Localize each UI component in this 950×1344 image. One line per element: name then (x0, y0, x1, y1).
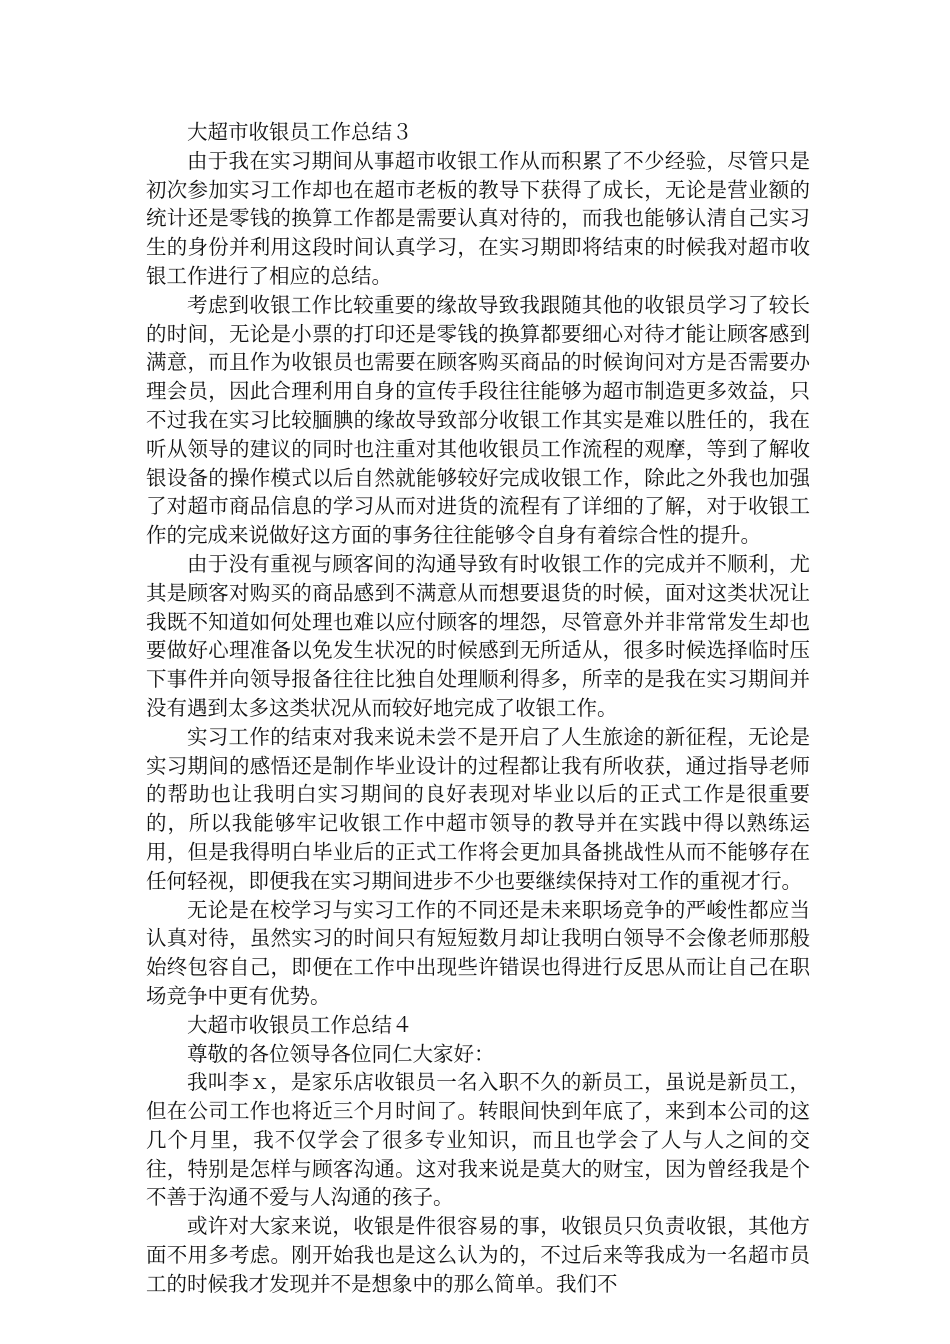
body-paragraph: 由于没有重视与顾客间的沟通导致有时收银工作的完成并不顺利，尤其是顾客对购买的商品感到不满意从而想要退货的时候，面对这类状况让我既不知道如何处理也难以应付顾客的埋怨，尽管意外并非常常发生却也要做好心理准备以免发生状况的时候感到无所适从，很多时候选择临时压下事件并向领导报备往往比独自处理顺利得多，所幸的是我在实习期间并没有遇到太多这类状况从而较好地完成了收银工作。 (146, 551, 810, 720)
salutation: 尊敬的各位领导各位同仁大家好： (187, 1041, 495, 1066)
document-body (146, 118, 810, 1299)
body-paragraph: 实习工作的结束对我来说未尝不是开启了人生旅途的新征程，无论是实习期间的感悟还是制作毕业设计的过程都让我有所收获，通过指导老师的帮助也让我明白实习期间的良好表现对毕业以后的正式工作是很重要的，所以我能够牢记收银工作中超市领导的教导并在实践中得以熟练运用，但是我得明白毕业后的正式工作将会更加具备挑战性从而不能够存在任何轻视，即便我在实习期间进步不少也要继续保持对工作的重视才行。 (146, 724, 810, 893)
section-heading: 大超市收银员工作总结４ (187, 1012, 413, 1037)
body-paragraph: 考虑到收银工作比较重要的缘故导致我跟随其他的收银员学习了较长的时间，无论是小票的打印还是零钱的换算都要细心对待才能让顾客感到满意，而且作为收银员也需要在顾客购买商品的时候询问对方是否需要办理会员，因此合理利用自身的宣传手段往往能够为超市制造更多效益，只不过我在实习比较腼腆的缘故导致部分收银工作其实是难以胜任的，我在听从领导的建议的同时也注重对其他收银员工作流程的观摩，等到了解收银设备的操作模式以后自然就能够较好完成收银工作，除此之外我也加强了对超市商品信息的学习从而对进货的流程有了详细的了解，对于收银工作的完成来说做好这方面的事务往往能够令自身有着综合性的提升。 (146, 292, 810, 548)
section-heading: 大超市收银员工作总结３ (187, 120, 413, 144)
body-paragraph: 或许对大家来说，收银是件很容易的事，收银员只负责收银，其他方面不用多考虑。刚开始我也是这么认为的，不过后来等我成为一名超市员工的时候我才发现并不是想象中的那么简单。我们不 (146, 1214, 810, 1296)
body-paragraph: 由于我在实习期间从事超市收银工作从而积累了不少经验，尽管只是初次参加实习工作却也在超市老板的教导下获得了成长，无论是营业额的统计还是零钱的换算工作都是需要认真对待的，而我也能够认清自己实习生的身份并利用这段时间认真学习，在实习期即将结束的时候我对超市收银工作进行了相应的总结。 (146, 148, 810, 288)
body-paragraph: 无论是在校学习与实习工作的不同还是未来职场竞争的严峻性都应当认真对待，虽然实习的时间只有短短数月却让我明白领导不会像老师那般始终包容自己，即便在工作中出现些许错误也得进行反思从而让自己在职场竞争中更有优势。 (146, 897, 810, 1008)
body-paragraph: 我叫李ｘ，是家乐店收银员一名入职不久的新员工，虽说是新员工，但在公司工作也将近三个月时间了。转眼间快到年底了，来到本公司的这几个月里，我不仅学会了很多专业知识，而且也学会了人与人之间的交往，特别是怎样与顾客沟通。这对我来说是莫大的财宝，因为曾经我是个不善于沟通不爱与人沟通的孩子。 (146, 1070, 810, 1210)
